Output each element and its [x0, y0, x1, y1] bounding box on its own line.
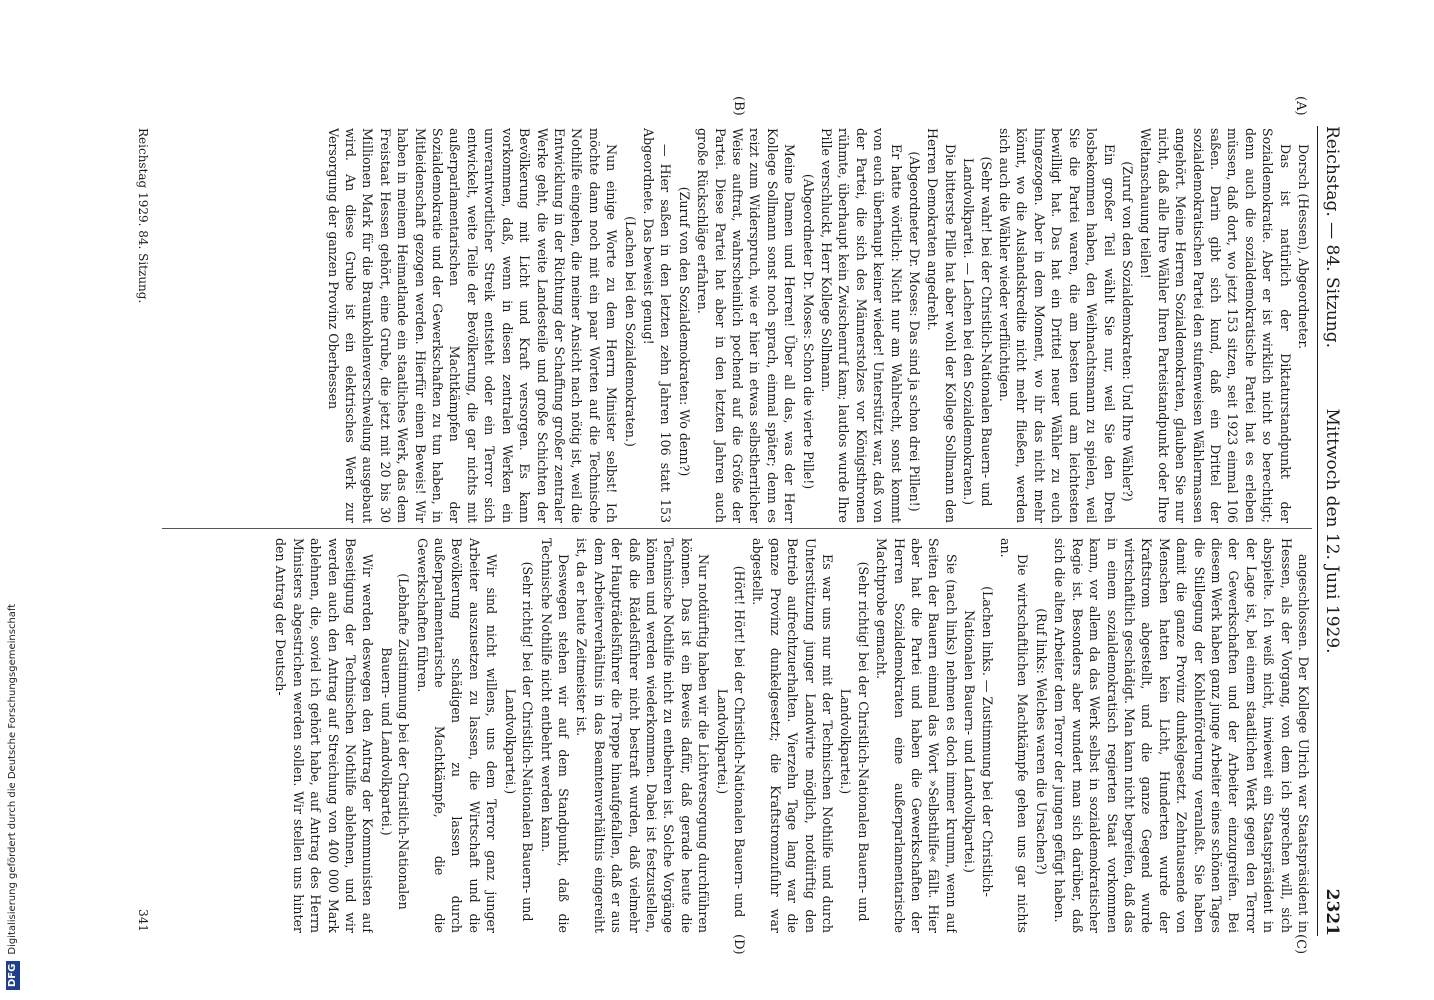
- paragraph: (Abgeordneter Dr. Moses: Das sind ja schon drei Pillen!): [907, 151, 923, 512]
- paragraph: (Sehr richtig! bei der Christlich-Nationalen Bauern- und Landvolkpartei.): [838, 561, 871, 922]
- paragraph: (Lebhafte Zustimmung bei der Christlich-Nationalen Bauern- und Landvolkpartei.): [378, 573, 412, 910]
- paragraph: (Sehr richtig! bei der Christlich-Nationalen Bauern- und Landvolkpartei.): [502, 561, 536, 922]
- paragraph: Die bitterste Pille hat aber wohl der Kollege Sollmann den Herren Demokraten angedreht.: [925, 128, 958, 523]
- paragraph: (Ruf links: Welches waren die Ursachen?): [1033, 608, 1049, 875]
- paragraph: Wir sind nicht willens, uns dem Terror ganz junger Arbeiter auszusetzen zu lassen, die Wirtschaft und die Bevölkerung schädigen zu lassen durch außerparlamentarische Machtkämpfe, die die Gewerkschaften führen.: [414, 538, 500, 933]
- paragraph: Nur notdürftig haben wir die Lichtversorgung durchführen können. Das ist ein Beweis dafür, daß gerade heute die Technische Nothilfe nicht zu entbehren ist. Solche Vorgänge können und werden wiederkommen. Dabei ist festzustellen, daß die Rädelsführer nicht bestraft wurden, daß vielmehr der Haupträdelsführer die Treppe hinaufgefallen, daß er aus dem Arbeiterverhältnis in das Beamtenverhältnis eingereiht ist, da er heute Zeitmeister ist.: [574, 538, 712, 933]
- paragraph: — Hier saßen in den letzten zehn Jahren 106 statt 153 Abgeordnete. Das beweist genug!: [640, 128, 674, 523]
- dfg-logo: DFG: [6, 961, 20, 990]
- left-column: [162, 128, 1312, 523]
- digitization-credit: [2, 0, 24, 1000]
- paragraph: (Zuruf von den Sozialdemokraten: Wo denn?): [676, 186, 692, 477]
- page-header: [1317, 126, 1346, 936]
- paragraph: Es war uns nur mit der Technischen Nothilfe und durch Unterstützung junger Landwirte möglich, notdürftig den Betrieb aufrechtzuerhalten. Vierzehn Tage lang war die ganze Provinz dunkelgesetzt; die Kraftstromzufuhr war abgestellt.: [750, 538, 836, 933]
- margin-mark-b: (B): [731, 96, 746, 116]
- paragraph: Er hatte wörtlich: Nicht nur am Wahlrecht, sonst kommt von euch überhaupt keiner wieder! Unterstützt war, daß von der Partei, die sich des Männerstolzes vor Königsthronen rühmte, überhaupt kein Zwischenruf kam; lautlos wurde Ihre Pille verschluckt, Herr Kollege Sollmann.: [819, 128, 904, 523]
- paragraph: (Abgeordneter Dr. Moses: Schon die vierte Pille!): [800, 173, 816, 490]
- paragraph: Das ist natürlich der Diktaturstandpunkt der Sozialdemokratie. Aber er ist wirklich nicht so berechtigt; denn auch die sozialdemokratische Partei hat es erleben müssen, daß dort, wo jetzt 153 sitzen, seit 1923 einmal 106 saßen. Darin gibt sich kund, daß ein Drittel der sozialdemokratischen Partei den stufenweisen Wählermassen angehört. Meine Herren Sozialdemokraten, glauben Sie nur nicht, daß alle Ihre Wähler Ihren Parteistandpunkt oder Ihre Weltanschauung teilen!: [1138, 128, 1293, 523]
- paragraph: (Zuruf von den Sozialdemokraten: Und Ihre Wähler?): [1119, 161, 1135, 502]
- paragraph: (Lachen links. — Zustimmung bei der Christlich-Nationalen Bauern- und Landvolkpartei.): [962, 586, 995, 897]
- paragraph: Meine Damen und Herren! Über all das, was der Herr Kollege Sollmann sonst noch sprach, einmal später; denn es reizt zum Widerspruch, wie er hier in etwas selbstherrlicher Weise auftrat, wahrscheinlich pochend auf die Größe der Partei. Diese Partei hat aber in den letzten Jahren auch große Rückschläge erfahren.: [695, 128, 798, 523]
- right-column: [162, 538, 1312, 933]
- paragraph: Nun einige Worte zu dem Herrn Minister selbst! Ich möchte dann noch mit ein paar Worten auf die Technische Nothilfe eingehen, die meiner Ansicht nach nötig ist, weil die Entwicklung in der Richtung der Schaffung großer zentraler Werke geht, die weite Landesteile und große Schichten der Bevölkerung mit Licht und Kraft versorgen. Es kann vorkommen, daß, wenn in diesen zentralen Werken ein unverantwortlicher Streik entsteht oder ein Terror sich entwickelt, weite Teile der Bevölkerung, die gar nichts mit außerparlamentarischen Machtkämpfen der Sozialdemokratie und der Gewerkschaften zu tun haben, in Mitleidenschaft gezogen werden. Hierfür einen Beweis! Wir haben in meinem Heimatlande ein staatliches Werk, das dem Freistaat Hessen gehört, eine Grube, die jetzt mit 20 bis 30 Millionen Mark für die Braunkohlenverschwelung ausgebaut wird. An diese Grube ist ein elektrisches Werk zur Versorgung der ganzen Provinz Oberhessen: [325, 128, 620, 523]
- footer-page-number: 341: [136, 909, 150, 932]
- paragraph: Wir werden deswegen den Antrag der Kommunisten auf Beseitigung der Technischen Nothilfe ablehnen, und wir werden auch den Antrag auf Streichung von 400 000 Mark ablehnen, die, soviel ich gehört habe, auf Antrag des Herrn Ministers abgestrichen werden sollen. Wir stellen uns hinter den Antrag der Deutsch-: [273, 538, 376, 933]
- column-divider: [162, 528, 1312, 529]
- paragraph: Die wirtschaftlichen Machtkämpfe gehen uns gar nichts an.: [998, 538, 1031, 933]
- margin-mark-d: (D): [731, 934, 746, 955]
- margin-mark-a: (A): [1293, 96, 1308, 116]
- header-left: Reichstag. — 84. Sitzung.: [1322, 126, 1342, 349]
- paragraph: angeschlossen. Der Kollege Ulrich war Staatspräsident in Hessen, als der Vorgang, von dem ich sprechen will, sich abspielte. Ich weiß nicht, inwieweit ein Staatspräsident in der Lage ist, bei einem staatlichen Werk gegen den Terror der Gewerkschaften und der Arbeiter einzugreifen. Bei diesem Werk haben ganz junge Arbeiter eines schönen Tages die Stillegung der Kohlenförderung veranlaßt. Sie haben damit die ganze Provinz dunkelgesetzt. Zehntausende von Menschen hatten kein Licht, Hunderten wurde der Kraftstrom abgestellt, und die ganze Gegend wurde wirtschaftlich geschädigt. Man kann nicht begreifen, daß das in einem sozialdemokratisch regierten Staat vorkommen kann, vor allem da das Werk selbst in sozialdemokratischer Regie ist. Besonders aber wundert man sich darüber, daß sich die alten Arbeiter dem Terror der jungen gefügt haben.: [1052, 538, 1311, 933]
- margin-mark-c: (C): [1293, 934, 1308, 955]
- credit-text: Digitalisierung gefördert durch die Deutsche Forschungsgemeinschaft: [7, 603, 18, 955]
- paragraph: (Sehr wahr! bei der Christlich-Nationalen Bauern- und Landvolkpartei. — Lachen bei den Sozialdemokraten.): [961, 156, 994, 507]
- header-date: Mittwoch den 12. Juni 1929.: [1322, 408, 1342, 654]
- paragraph: (Lachen bei den Sozialdemokraten.): [622, 216, 638, 447]
- paragraph: Ein großer Teil wählt Sie nur, weil Sie den Dreh losbekommen haben, den Weihnachtsmann zu spielen, weil Sie die Partei waren, die am besten und am leichtesten bewilligt hat. Das hat ein Drittel neuer Wähler zu euch hingezogen. Aber in dem Moment, wo ihr das nicht mehr könnt, wo die Auslandskredite nicht mehr fließen, werden sich auch die Wähler wieder verflüchtigen.: [997, 128, 1117, 523]
- paragraph: Deswegen stehen wir auf dem Standpunkt, daß die Technische Nothilfe nicht entbehrt werden kann.: [538, 538, 571, 933]
- digitization-sidebar: [0, 0, 22, 1000]
- paragraph: (Hört! Hört! bei der Christlich-Nationalen Bauern- und Landvolkpartei.): [714, 565, 747, 918]
- paragraph: Dorsch (Hessen), Abgeordneter.: [1296, 144, 1311, 350]
- scanned-page: [86, 66, 1346, 955]
- page-number: 2321: [1322, 888, 1342, 936]
- footer-left: Reichstag 1929. 84. Sitzung.: [136, 128, 150, 304]
- paragraph: Sie (nach links) nehmen es doch immer krumm, wenn auf Seiten der Bauern einmal das Wort »Selbsthilfe« fällt. Hier aber hat die Partei und haben die Gewerkschaften der Herren Sozialdemokraten eine außerparlamentarische Machtprobe gemacht.: [874, 538, 959, 933]
